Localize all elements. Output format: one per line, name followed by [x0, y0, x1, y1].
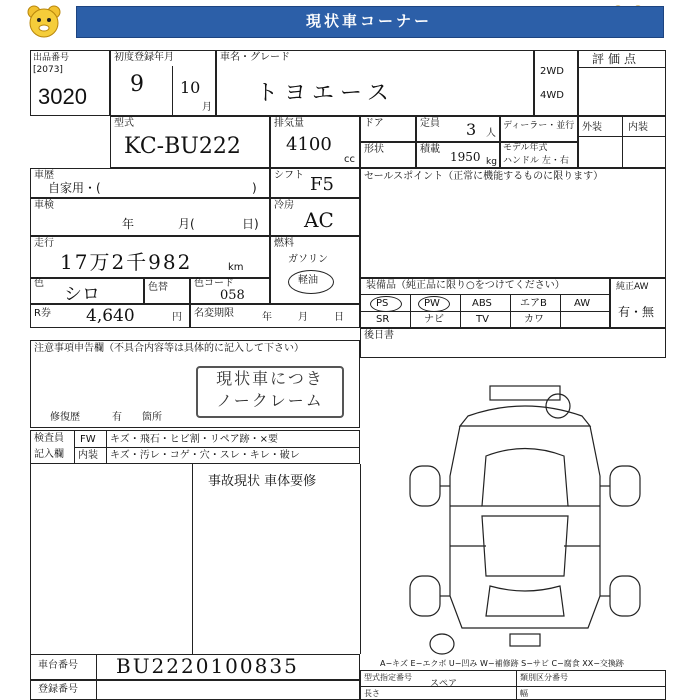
int-label: 内装 — [78, 450, 98, 461]
diagram-legend: A−キズ E−エクボ U−凹み W−補修跡 S−サビ C−腐食 XX−交換跡 — [380, 659, 624, 668]
use-label: 車歴 — [34, 170, 54, 181]
equip-aw: AW — [574, 298, 591, 309]
shift-value: F5 — [310, 174, 334, 195]
repair-unit: 箇所 — [142, 412, 162, 423]
inspection-month: 月( — [178, 217, 195, 231]
rear-seat-label: 後日書 — [364, 330, 394, 341]
equip-navi: ナビ — [424, 314, 444, 325]
model-year-label: モデル年式 — [503, 143, 548, 153]
day-unit: 日 — [334, 312, 344, 323]
displacement-value: 4100 — [286, 134, 332, 155]
equip-tv: TV — [476, 314, 489, 325]
drive-2wd: 2WD — [540, 66, 564, 77]
person-unit: 人 — [486, 128, 496, 139]
banner-title: 現状車コーナー — [305, 12, 432, 30]
capacity-label: 定員 — [420, 118, 440, 129]
type-label: 型式 — [114, 118, 134, 129]
genuine-label: 純正AW — [616, 282, 649, 292]
repair-label: 修復歴 — [50, 412, 80, 423]
recycle-label: R券 — [34, 308, 51, 319]
cc-unit: cc — [344, 154, 355, 165]
length-label: 長さ — [364, 689, 380, 698]
width-label: 幅 — [520, 689, 528, 698]
equip-leather: カワ — [524, 314, 544, 325]
lot-number: 3020 — [38, 84, 87, 109]
load-label: 積載 — [420, 144, 440, 155]
fuel-diesel: 軽油 — [298, 275, 318, 286]
auction-sheet — [30, 50, 666, 700]
mileage-label: 走行 — [34, 238, 54, 249]
no-claim-stamp — [196, 366, 344, 418]
inspection-label: 車検 — [34, 200, 54, 211]
left-panel-border — [360, 464, 361, 654]
fw-legend: キズ・飛石・ヒビ割・リペア跡・×要 — [110, 434, 278, 445]
drive-cell — [534, 50, 578, 116]
equip-pw-circle — [418, 296, 450, 312]
grade-label: 評価点 — [592, 52, 641, 66]
model-name: トヨエース — [256, 81, 395, 106]
notes-divider — [192, 464, 193, 654]
fw-label: FW — [80, 434, 96, 445]
ac-label: 冷房 — [274, 200, 294, 211]
month-unit: 月 — [202, 102, 212, 113]
equip-ps-circle — [370, 296, 402, 312]
shift-label: シフト — [274, 170, 304, 181]
year-unit: 年 — [262, 312, 272, 323]
spare-label: スペア — [430, 679, 458, 689]
handle-label: ハンドル 左・右 — [503, 156, 569, 166]
ac-value: AC — [304, 208, 334, 232]
capacity-value: 3 — [466, 120, 477, 139]
kg-unit: kg — [486, 157, 497, 167]
equip-ps: PS — [376, 298, 389, 309]
type-value: KC-BU222 — [124, 134, 241, 159]
equip-abs: ABS — [472, 298, 492, 309]
yen-unit: 円 — [172, 312, 182, 323]
inspection-year: 年 — [122, 217, 135, 231]
stamp-line-2: ノークレーム — [216, 391, 324, 410]
load-value: 1950 — [450, 150, 481, 164]
dealer-label: ディーラー・並行 — [503, 121, 575, 131]
first-reg-label: 初度登録年月 — [114, 52, 174, 63]
equipment-label: 装備品（純正品に限り○をつけてください） — [366, 280, 565, 291]
inspector-sub: 記入欄 — [34, 449, 64, 460]
repair-value: 有 — [112, 412, 122, 423]
form-label-2: 類別区分番号 — [520, 673, 568, 682]
fuel-label: 燃料 — [274, 238, 294, 249]
equip-pw: PW — [424, 298, 440, 309]
exterior-label: 外装 — [582, 122, 602, 133]
color-code-label: 色コード — [194, 278, 234, 289]
color-label: 色 — [34, 278, 44, 289]
inspector-label: 検査員 — [34, 433, 64, 444]
notes-label: 注意事項申告欄（不具合内容等は具体的に記入して下さい） — [34, 343, 304, 354]
stock-label: 出品番号 — [33, 53, 70, 63]
reg-cell — [30, 680, 360, 700]
form-label-1: 型式指定番号 — [364, 673, 412, 682]
paint-label: 色替 — [148, 282, 168, 293]
sales-point-label: セールスポイント（正常に機能するものに限ります） — [364, 171, 604, 182]
fuel-gasoline: ガソリン — [288, 254, 328, 265]
recycle-value: 4,640 — [86, 306, 135, 326]
rear-seat-cell — [360, 328, 666, 358]
displacement-label: 排気量 — [274, 118, 304, 129]
left-border — [30, 464, 31, 654]
frame-label: 車台番号 — [38, 660, 78, 671]
bear-mascot-icon-left — [26, 4, 62, 40]
color-value: シロ — [64, 284, 100, 305]
first-reg-year: 9 — [130, 72, 144, 97]
sales-point-cell — [360, 168, 666, 278]
title-change-label: 名変期限 — [194, 308, 234, 319]
frame-value: BU2220100835 — [116, 654, 299, 678]
inspection-day: 日) — [242, 217, 259, 231]
equip-sr: SR — [376, 314, 390, 325]
model-name-label: 車名・グレード — [220, 52, 290, 63]
int-legend: キズ・汚レ・コゲ・穴・スレ・キレ・破レ — [110, 450, 300, 461]
reg-label: 登録番号 — [38, 684, 78, 695]
inspection-cell — [30, 198, 270, 236]
inspector-note: 事故現状 車体要修 — [208, 474, 317, 489]
drive-4wd: 4WD — [540, 90, 564, 101]
car-diagram — [390, 366, 660, 656]
use-close: ) — [252, 181, 257, 195]
yes-no: 有・無 — [618, 305, 655, 319]
stock-sub: [2073] — [33, 65, 63, 75]
interior-label: 内装 — [628, 122, 648, 133]
first-reg-month: 10 — [180, 78, 201, 97]
door-label: ドア — [364, 118, 384, 129]
month2-unit: 月 — [298, 312, 308, 323]
use-value: 自家用・( — [48, 181, 101, 195]
shape-label: 形状 — [364, 144, 384, 155]
km-unit: km — [228, 262, 244, 273]
stamp-line-1: 現状車につき — [216, 369, 324, 388]
color-code-value: 058 — [220, 288, 245, 303]
equip-airbag: エアB — [520, 298, 547, 309]
mileage-value: 17万2千982 — [60, 250, 193, 274]
